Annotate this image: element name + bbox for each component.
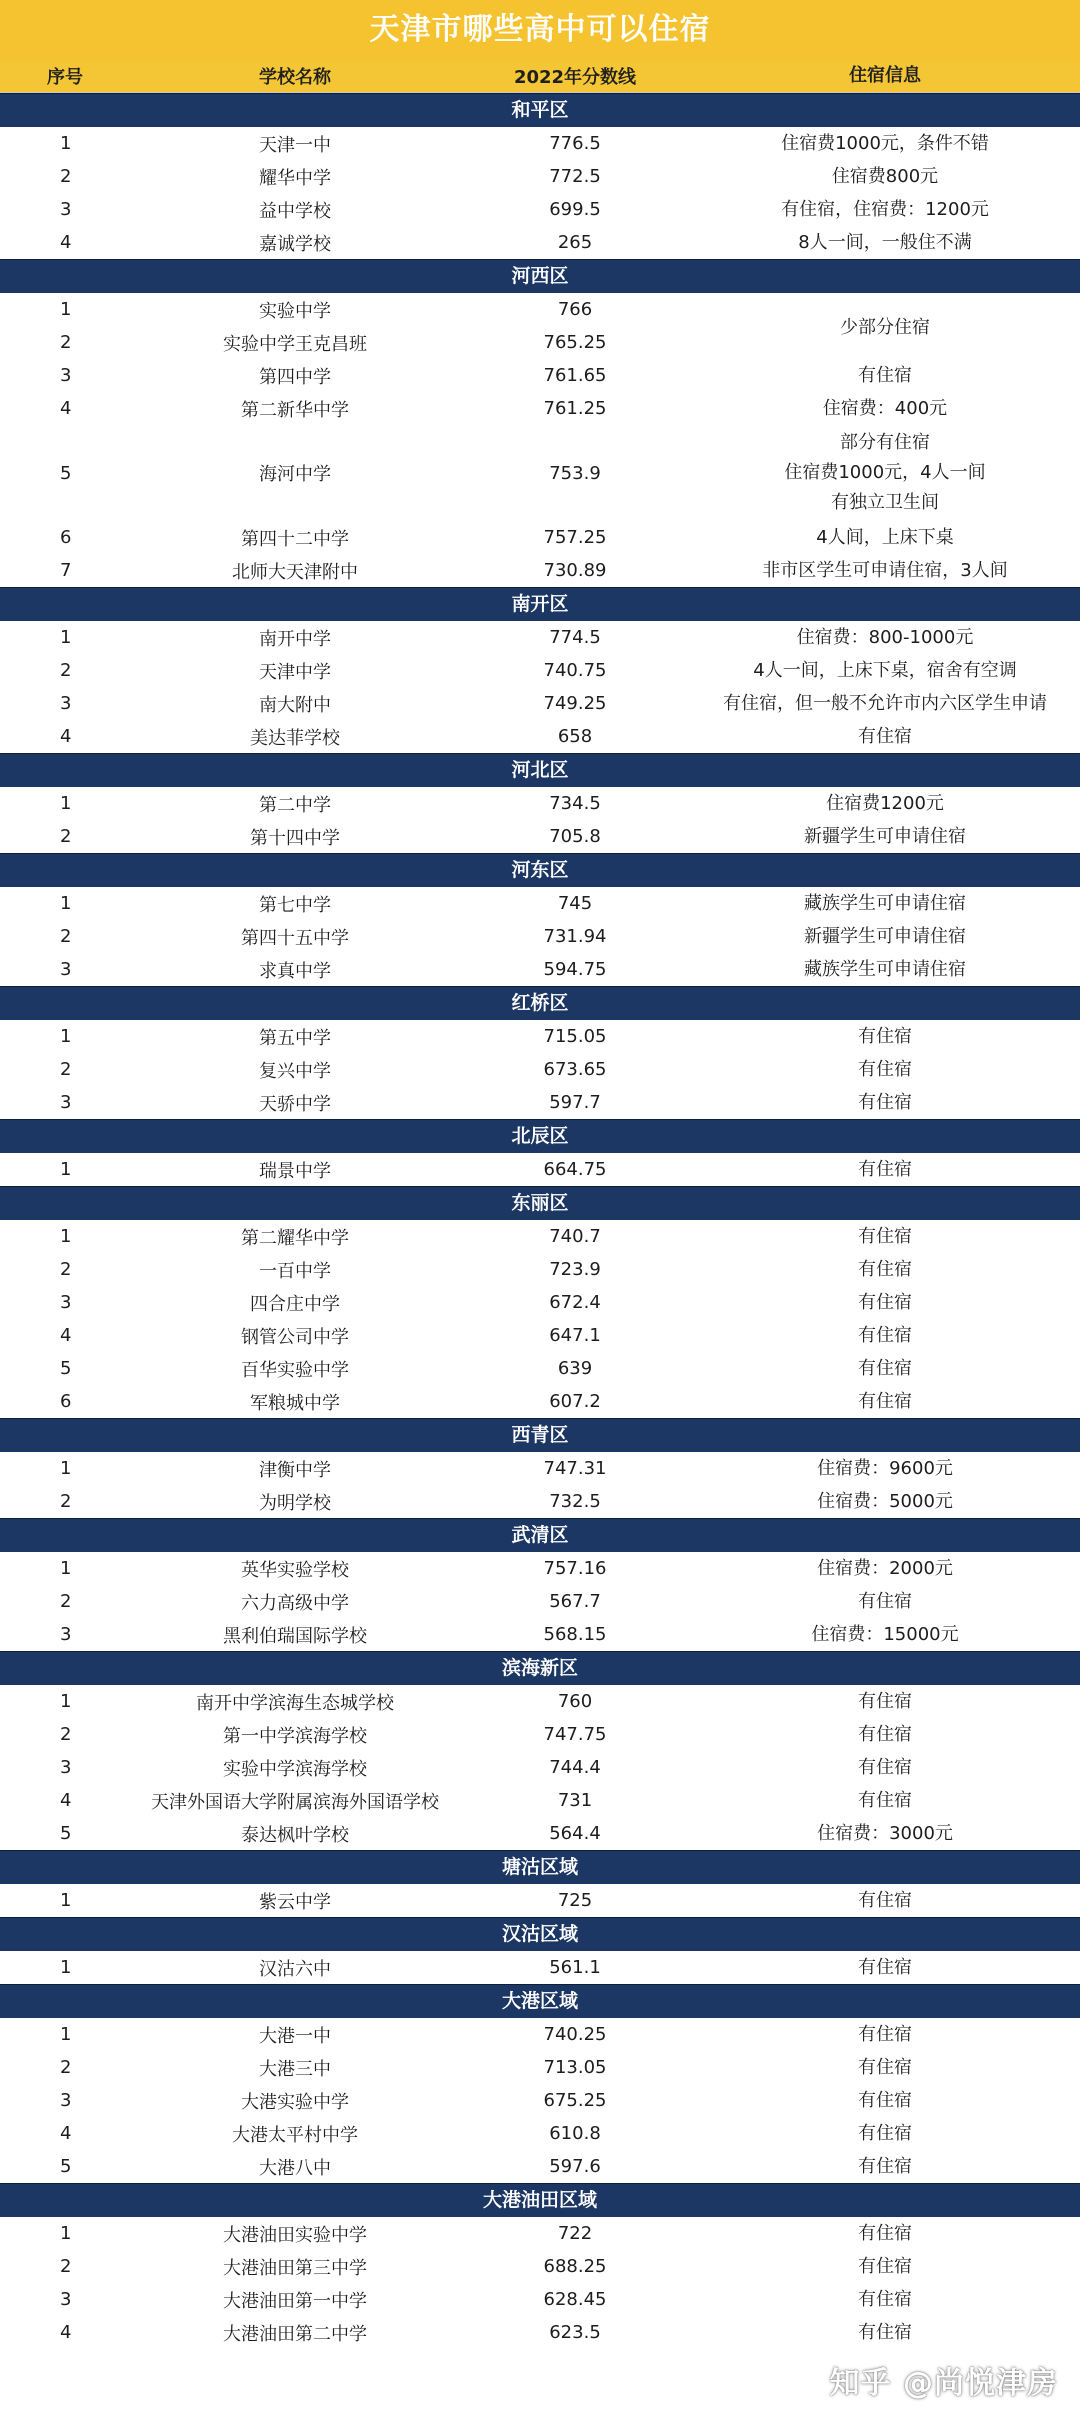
row-no: 5 <box>60 1358 72 1379</box>
table-row <box>0 1286 1080 1319</box>
row-score: 713.05 <box>543 2057 607 2078</box>
table-row <box>0 359 1080 392</box>
row-school: 英华实验学校 <box>241 1559 349 1581</box>
table-row <box>0 1452 1080 1485</box>
row-school: 实验中学王克昌班 <box>223 333 367 355</box>
row-housing: 有住宿 <box>858 1025 912 1047</box>
row-no: 1 <box>60 133 72 154</box>
row-no: 3 <box>60 1624 72 1645</box>
row-school: 钢管公司中学 <box>241 1326 349 1348</box>
row-housing: 有住宿 <box>858 364 912 386</box>
row-school: 北师大天津附中 <box>232 561 358 583</box>
row-school: 第五中学 <box>259 1027 331 1049</box>
district-header: 河北区 <box>0 753 1080 787</box>
row-school: 求真中学 <box>259 960 331 982</box>
row-score: 740.25 <box>543 2024 607 2045</box>
row-housing: 新疆学生可申请住宿 <box>804 925 966 947</box>
district-header: 大港油田区域 <box>0 2183 1080 2217</box>
row-score: 597.7 <box>549 1092 601 1113</box>
row-score: 561.1 <box>549 1957 601 1978</box>
row-score: 265 <box>557 232 593 253</box>
row-school: 大港油田实验中学 <box>223 2224 367 2246</box>
table-row <box>0 1751 1080 1784</box>
row-school: 复兴中学 <box>259 1060 331 1082</box>
table-row <box>0 687 1080 720</box>
row-score: 731.94 <box>543 926 607 947</box>
row-school: 益中学校 <box>259 200 331 222</box>
row-score: 757.16 <box>543 1558 607 1579</box>
row-no: 1 <box>60 2024 72 2045</box>
row-housing: 住宿费1200元 <box>826 792 944 814</box>
row-score: 747.75 <box>543 1724 607 1745</box>
table-row <box>0 920 1080 953</box>
row-score: 639 <box>557 1358 593 1379</box>
row-housing: 有住宿 <box>858 1258 912 1280</box>
row-school: 大港实验中学 <box>241 2091 349 2113</box>
row-housing: 住宿费：5000元 <box>817 1490 953 1512</box>
row-score: 607.2 <box>549 1391 601 1412</box>
table-row <box>0 1817 1080 1850</box>
row-school: 大港油田第一中学 <box>223 2290 367 2312</box>
row-housing: 有住宿，但一般不允许市内六区学生申请 <box>723 692 1047 714</box>
table-row <box>0 326 690 359</box>
district-header: 河西区 <box>0 259 1080 293</box>
table-row <box>0 1485 1080 1518</box>
row-school: 汉沽六中 <box>259 1958 331 1980</box>
table-row <box>0 2283 1080 2316</box>
row-school: 实验中学滨海学校 <box>223 1758 367 1780</box>
row-score: 734.5 <box>549 793 601 814</box>
header-housing: 住宿信息 <box>849 65 921 86</box>
district-header: 和平区 <box>0 93 1080 127</box>
row-score: 594.75 <box>543 959 607 980</box>
row-housing: 有住宿 <box>858 2288 912 2310</box>
row-school: 瑞景中学 <box>259 1160 331 1182</box>
row-school: 南开中学 <box>259 628 331 650</box>
row-school: 第二中学 <box>259 794 331 816</box>
table-row <box>0 1552 1080 1585</box>
row-housing: 有住宿 <box>858 1291 912 1313</box>
row-no: 2 <box>60 1491 72 1512</box>
row-score: 672.4 <box>549 1292 601 1313</box>
row-score: 673.65 <box>543 1059 607 1080</box>
row-score: 747.31 <box>543 1458 607 1479</box>
row-housing: 有住宿 <box>858 2155 912 2177</box>
row-school: 第一中学滨海学校 <box>223 1725 367 1747</box>
table-row <box>0 2150 1080 2183</box>
row-no: 2 <box>60 2256 72 2277</box>
row-school: 为明学校 <box>259 1492 331 1514</box>
row-school: 第四中学 <box>259 366 331 388</box>
row-score: 760 <box>557 1691 593 1712</box>
row-no: 4 <box>60 232 72 253</box>
row-no: 4 <box>60 2123 72 2144</box>
row-housing: 住宿费：400元 <box>822 397 948 419</box>
table-row <box>0 787 1080 820</box>
row-housing: 住宿费800元 <box>831 165 939 187</box>
row-score: 699.5 <box>549 199 601 220</box>
row-no: 2 <box>60 826 72 847</box>
table-row <box>0 226 1080 259</box>
watermark <box>830 2358 1058 2402</box>
district-header: 武清区 <box>0 1518 1080 1552</box>
row-no: 1 <box>60 1458 72 1479</box>
row-no: 3 <box>60 959 72 980</box>
district-header: 南开区 <box>0 587 1080 621</box>
table-row <box>0 1718 1080 1751</box>
district-header: 河东区 <box>0 853 1080 887</box>
table-body <box>0 93 1080 2349</box>
row-school: 嘉诚学校 <box>259 233 331 255</box>
row-score: 776.5 <box>549 133 601 154</box>
row-score: 774.5 <box>549 627 601 648</box>
district-header: 汉沽区域 <box>0 1917 1080 1951</box>
row-housing: 少部分住宿 <box>840 317 930 338</box>
row-housing: 8人一间，一般住不满 <box>798 231 972 253</box>
row-no: 5 <box>60 462 72 484</box>
row-no: 2 <box>60 1259 72 1280</box>
district-header: 滨海新区 <box>0 1651 1080 1685</box>
row-no: 7 <box>60 560 72 581</box>
row-score: 623.5 <box>549 2322 601 2343</box>
row-housing: 住宿费：9600元 <box>817 1457 953 1479</box>
table-row <box>0 1385 1080 1418</box>
row-housing: 住宿费：2000元 <box>817 1557 953 1579</box>
row-score: 766 <box>557 299 593 320</box>
row-no: 3 <box>60 1757 72 1778</box>
row-score: 772.5 <box>549 166 601 187</box>
row-housing: 有住宿 <box>858 2321 912 2343</box>
row-housing: 有住宿 <box>858 1225 912 1247</box>
row-no: 2 <box>60 926 72 947</box>
row-housing: 有住宿 <box>858 1889 912 1911</box>
row-school: 军粮城中学 <box>250 1392 340 1414</box>
district-header: 红桥区 <box>0 986 1080 1020</box>
row-score: 745 <box>557 893 593 914</box>
row-score: 664.75 <box>543 1159 607 1180</box>
row-no: 3 <box>60 1092 72 1113</box>
row-school: 第四十五中学 <box>241 927 349 949</box>
row-no: 3 <box>60 365 72 386</box>
row-no: 6 <box>60 527 72 548</box>
row-school: 大港三中 <box>259 2058 331 2080</box>
row-school: 南大附中 <box>259 694 331 716</box>
row-score: 675.25 <box>543 2090 607 2111</box>
row-score: 725 <box>557 1890 593 1911</box>
row-no: 1 <box>60 1226 72 1247</box>
row-score: 705.8 <box>549 826 601 847</box>
table-row <box>0 1884 1080 1917</box>
row-score: 731 <box>557 1790 593 1811</box>
row-housing: 有住宿 <box>858 1158 912 1180</box>
row-housing: 有住宿 <box>858 1723 912 1745</box>
row-housing: 有住宿 <box>858 2089 912 2111</box>
row-no: 5 <box>60 2156 72 2177</box>
table-row <box>0 2117 1080 2150</box>
row-housing: 有住宿 <box>858 2122 912 2144</box>
row-score: 749.25 <box>543 693 607 714</box>
row-housing: 新疆学生可申请住宿 <box>804 825 966 847</box>
row-no: 4 <box>60 2322 72 2343</box>
table-row <box>0 127 1080 160</box>
table-row <box>0 1253 1080 1286</box>
table-row <box>0 1086 1080 1119</box>
row-no: 1 <box>60 1691 72 1712</box>
row-score: 744.4 <box>549 1757 601 1778</box>
row-housing: 藏族学生可申请住宿 <box>804 958 966 980</box>
table-row <box>0 621 1080 654</box>
row-housing: 有住宿 <box>858 1091 912 1113</box>
row-housing: 有住宿 <box>858 2222 912 2244</box>
row-no: 4 <box>60 398 72 419</box>
row-school: 耀华中学 <box>259 167 331 189</box>
table-row <box>0 820 1080 853</box>
table-row <box>0 1951 1080 1984</box>
row-housing: 有住宿 <box>858 1357 912 1379</box>
row-score: 732.5 <box>549 1491 601 1512</box>
table-row <box>0 193 1080 226</box>
district-header: 北辰区 <box>0 1119 1080 1153</box>
header-no: 序号 <box>47 67 83 88</box>
row-school: 第二耀华中学 <box>241 1227 349 1249</box>
row-housing: 住宿费1000元，条件不错 <box>781 132 989 154</box>
row-no: 1 <box>60 1890 72 1911</box>
row-school: 黑利伯瑞国际学校 <box>223 1625 367 1647</box>
row-school: 六力高级中学 <box>241 1592 349 1614</box>
row-housing: 有住宿 <box>858 2255 912 2277</box>
row-housing: 有住宿 <box>858 1690 912 1712</box>
row-score: 628.45 <box>543 2289 607 2310</box>
table-row <box>0 654 1080 687</box>
row-no: 3 <box>60 2090 72 2111</box>
row-housing: 有住宿 <box>858 1756 912 1778</box>
row-school: 一百中学 <box>259 1260 331 1282</box>
row-no: 4 <box>60 1790 72 1811</box>
table-row <box>0 2217 1080 2250</box>
watermark-handle: @尚悦津房 <box>903 2366 1058 2401</box>
table-row <box>0 720 1080 753</box>
row-score: 567.7 <box>549 1591 601 1612</box>
row-no: 1 <box>60 1159 72 1180</box>
table-row <box>0 392 1080 425</box>
row-no: 1 <box>60 299 72 320</box>
row-housing: 住宿费：15000元 <box>811 1623 959 1645</box>
row-score: 610.8 <box>549 2123 601 2144</box>
row-school: 第七中学 <box>259 894 331 916</box>
row-score: 658 <box>557 726 593 747</box>
row-no: 1 <box>60 1026 72 1047</box>
row-no: 2 <box>60 332 72 353</box>
row-score: 753.9 <box>549 462 601 484</box>
row-school: 实验中学 <box>259 300 331 322</box>
table-row <box>0 1053 1080 1086</box>
row-no: 2 <box>60 166 72 187</box>
table-row <box>0 953 1080 986</box>
table-row <box>0 1618 1080 1651</box>
row-school: 天津外国语大学附属滨海外国语学校 <box>151 1791 439 1813</box>
row-school: 四合庄中学 <box>250 1293 340 1315</box>
row-school: 大港一中 <box>259 2025 331 2047</box>
row-school: 天津一中 <box>259 134 331 156</box>
row-no: 4 <box>60 726 72 747</box>
row-no: 1 <box>60 1558 72 1579</box>
district-header: 大港区域 <box>0 1984 1080 2018</box>
row-school: 海河中学 <box>259 464 331 485</box>
table-row <box>0 887 1080 920</box>
row-no: 2 <box>60 2057 72 2078</box>
row-no: 6 <box>60 1391 72 1412</box>
table-title: 天津市哪些高中可以住宿 <box>0 0 1080 60</box>
row-no: 2 <box>60 1724 72 1745</box>
row-score: 740.75 <box>543 660 607 681</box>
table-row <box>0 2250 1080 2283</box>
row-no: 2 <box>60 1059 72 1080</box>
row-school: 津衡中学 <box>259 1459 331 1481</box>
district-header: 西青区 <box>0 1418 1080 1452</box>
row-no: 1 <box>60 1957 72 1978</box>
watermark-site: 知乎 <box>829 2366 892 2401</box>
row-score: 730.89 <box>543 560 607 581</box>
row-score: 647.1 <box>549 1325 601 1346</box>
row-no: 2 <box>60 1591 72 1612</box>
table-row <box>0 1685 1080 1718</box>
row-housing: 有住宿 <box>858 1956 912 1978</box>
row-school: 天骄中学 <box>259 1093 331 1115</box>
row-no: 3 <box>60 2289 72 2310</box>
row-housing: 有住宿 <box>858 1390 912 1412</box>
row-housing: 4人间，上床下桌 <box>816 526 954 548</box>
row-no: 3 <box>60 199 72 220</box>
merged-rows <box>0 293 1080 359</box>
table-row <box>0 2051 1080 2084</box>
row-no: 3 <box>60 1292 72 1313</box>
table-row <box>0 1220 1080 1253</box>
table-row <box>0 521 1080 554</box>
row-school: 天津中学 <box>259 661 331 683</box>
table-row <box>0 1585 1080 1618</box>
row-housing: 有住宿 <box>858 1324 912 1346</box>
table-row <box>0 425 1080 521</box>
row-school: 大港油田第三中学 <box>223 2257 367 2279</box>
row-housing: 部分有住宿 住宿费1000元，4人一间 有独立卫生间 <box>784 432 986 513</box>
row-no: 1 <box>60 893 72 914</box>
row-no: 4 <box>60 1325 72 1346</box>
row-housing: 非市区学生可申请住宿，3人间 <box>762 559 1008 581</box>
row-score: 722 <box>557 2223 593 2244</box>
table-row <box>0 1020 1080 1053</box>
row-score: 597.6 <box>549 2156 601 2177</box>
row-score: 761.65 <box>543 365 607 386</box>
row-housing: 有住宿，住宿费：1200元 <box>781 198 989 220</box>
table-row <box>0 2084 1080 2117</box>
row-school: 百华实验中学 <box>241 1359 349 1381</box>
header-school: 学校名称 <box>259 67 331 88</box>
row-housing: 住宿费：3000元 <box>817 1822 953 1844</box>
row-score: 688.25 <box>543 2256 607 2277</box>
row-school: 美达菲学校 <box>250 727 340 749</box>
table-row <box>0 293 690 326</box>
row-score: 723.9 <box>549 1259 601 1280</box>
row-school: 第二新华中学 <box>241 399 349 421</box>
row-housing: 有住宿 <box>858 1058 912 1080</box>
row-score: 765.25 <box>543 332 607 353</box>
row-score: 715.05 <box>543 1026 607 1047</box>
row-school: 大港八中 <box>259 2157 331 2179</box>
row-housing: 藏族学生可申请住宿 <box>804 892 966 914</box>
row-score: 740.7 <box>549 1226 601 1247</box>
table-row <box>0 1352 1080 1385</box>
row-school: 第四十二中学 <box>241 528 349 550</box>
row-school: 紫云中学 <box>259 1891 331 1913</box>
row-no: 5 <box>60 1823 72 1844</box>
row-housing: 有住宿 <box>858 2056 912 2078</box>
table-row <box>0 160 1080 193</box>
row-school: 大港油田第二中学 <box>223 2323 367 2345</box>
table-row <box>0 2018 1080 2051</box>
row-housing: 有住宿 <box>858 2023 912 2045</box>
row-no: 1 <box>60 2223 72 2244</box>
header-row <box>0 60 1080 93</box>
row-no: 2 <box>60 660 72 681</box>
row-no: 1 <box>60 627 72 648</box>
district-header: 塘沽区域 <box>0 1850 1080 1884</box>
table-row <box>0 1153 1080 1186</box>
row-housing: 有住宿 <box>858 725 912 747</box>
row-housing: 住宿费：800-1000元 <box>796 626 974 648</box>
row-housing: 有住宿 <box>858 1789 912 1811</box>
table-row <box>0 1319 1080 1352</box>
table-row <box>0 1784 1080 1817</box>
row-housing: 4人一间，上床下桌，宿舍有空调 <box>753 659 1017 681</box>
district-header: 东丽区 <box>0 1186 1080 1220</box>
table-row <box>0 554 1080 587</box>
header-score: 2022年分数线 <box>513 67 637 88</box>
row-score: 757.25 <box>543 527 607 548</box>
row-school: 泰达枫叶学校 <box>241 1824 349 1846</box>
table-row <box>0 2316 1080 2349</box>
row-no: 1 <box>60 793 72 814</box>
row-score: 761.25 <box>543 398 607 419</box>
row-score: 564.4 <box>549 1823 601 1844</box>
row-school: 大港太平村中学 <box>232 2124 358 2146</box>
row-school: 第十四中学 <box>250 827 340 849</box>
row-no: 3 <box>60 693 72 714</box>
row-score: 568.15 <box>543 1624 607 1645</box>
row-housing: 有住宿 <box>858 1590 912 1612</box>
row-school: 南开中学滨海生态城学校 <box>196 1692 394 1714</box>
